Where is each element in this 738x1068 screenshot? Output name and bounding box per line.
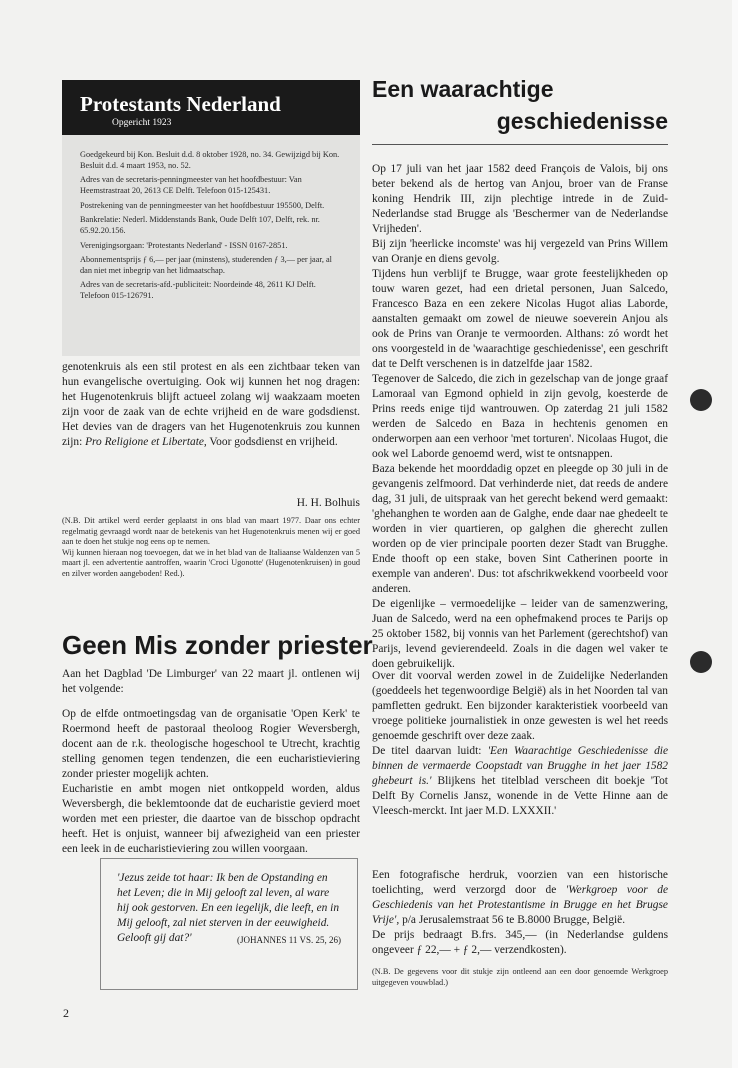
paragraph: Over dit voorval werden zowel in de Zuidelijke Nederlanden (goeddeels het tegenwoordige België) als in het Noorden tal van pamfletten gedrukt. Een bijzonder karakteristiek voorbeeld van vroege politieke journalistiek in onze gewesten is wel het reeds genoemde geschrift over deze zaak.	[372, 670, 668, 742]
body-text: Voor godsdienst en vrijheid.	[206, 436, 338, 448]
mis-intro	[62, 667, 360, 697]
info-line: Bankrelatie: Nederl. Middenstands Bank, Oude Delft 107, Delft, rek. nr. 65.92.20.156.	[80, 215, 320, 236]
punch-hole	[690, 651, 712, 673]
paragraph: De prijs bedraagt B.frs. 345,— (in Nederlandse guldens ongeveer ƒ 22,— + ƒ 2,— verzendkosten).	[372, 929, 668, 956]
society-subtitle: Opgericht 1923	[112, 118, 172, 128]
body-text: genotenkruis als een stil protest en als een zichtbaar teken van hun evangelische overtuiging. Ook wij kunnen het nog dragen: het Hugenotenkruis blijft actueel zolang wij waakzaam moeten zijn voor de zaak van de echte vrijheid en de ware godsdienst. Het devies van de dragers van het Hugenotenkruis zou kunnen zijn:	[62, 361, 360, 448]
paragraph: Tegenover de Salcedo, die zich in gezelschap van de jonge graaf Lamoraal van Egmond ophield in zijn gevolg, koesterde de Prins reeds enige tijd wantrouwen. Op zaterdag 21 juli 1582 werden de Salcedo en Baza in hechtenis genomen en onderworpen aan een verhoor 'met torturen'. Nicolaas Hugot, die ook wel Laborde genoemd werd, wist te ontsnappen.	[372, 373, 668, 460]
quote-last-line: Gelooft gij dat?'	[117, 932, 192, 944]
source-note	[372, 967, 668, 988]
book-title: 'Een Waarachtige Geschiedenisse die binnen de vermaerde Coopstadt van Brugghe in het jaer 1582 ghebeurt is.'	[372, 745, 669, 787]
article-body-part3	[372, 868, 668, 958]
article-body-part1	[372, 162, 668, 672]
note-text: Wij kunnen hieraan nog toevoegen, dat we in het blad van de Italiaanse Waldenzen van 5 maart jl. een advertentie aantroffen, waarin 'Croci Ugonotte' (Hugenotenkruisen) in goud en zilver worden aangeboden! Red.).	[62, 547, 360, 578]
article-headline-line2: geschiedenisse	[496, 108, 668, 134]
body-text: p/a Jerusalemstraat 56 te B.8000 Brugge, België.	[399, 914, 626, 926]
body-text: Een fotografische herdruk, voorzien van een historische toelichting, werd verzorgd door de	[372, 869, 668, 896]
article-body-part2	[372, 669, 668, 819]
paragraph: Baza bekende het moorddadig opzet en pleegde op 30 juli in de gevangenis zelfmoord. Dat verhinderde niet, dat reeds de andere dag, 31 juli, de uitspraak van het gerecht bekend werd gemaakt: 'ghehanghen te worden aan de Galghe, ende daar nae ghedeelt te worden in vier quartieren, op galghen die gherecht zullen worden op de vier principale poorten dezer Stadt van Brugghe. Ende thooft op een stake, boven Sint Catherinen poorte in exemple van anderen'. Dus: tot afschrikwekkend voorbeeld voor anderen.	[372, 463, 668, 595]
mis-body	[62, 707, 360, 857]
paragraph: De eigenlijke – vermoedelijke – leider van de samenzwering, Juan de Salcedo, werd na een ophefmakend proces te Parijs op 25 oktober 1582, bij vonnis van het Parlement (gerechtshof) van Parijs, levend gevierendeeld. Zoals in die dagen wel vaker te doen gebruikelijk.	[372, 598, 668, 670]
body-text: De titel daarvan luidt:	[372, 745, 488, 757]
info-line: Verenigingsorgaan: 'Protestants Nederland' - ISSN 0167-2851.	[80, 240, 288, 250]
editor-note	[62, 516, 360, 580]
info-line: Abonnementsprijs ƒ 6,— per jaar (minstens), studerenden ƒ 3,— per jaar, al dan niet met inbegrip van het lidmaatschap.	[80, 254, 332, 275]
punch-hole	[690, 389, 712, 411]
society-title: Protestants Nederland	[80, 92, 281, 116]
info-line: Postrekening van de penningmeester van het hoofdbestuur 195500, Delft.	[80, 200, 325, 210]
body-text: Blijkens het titelblad verscheen dit boekje 'Tot Delft By Cornelis Jansz, wonende in de Vette Hinne aan de Vleesch-merckt. Int jaer M.D. LXXXII.'	[372, 775, 668, 817]
page-number: 2	[63, 1006, 69, 1020]
workgroup-name: 'Werkgroep voor de Geschiedenis van het Protestantisme in Brugge en het Brugse Vrije',	[372, 884, 668, 926]
info-line: Adres van de secretaris-penningmeester van het hoofdbestuur: Van Heemstrastraat 20, 2613 CE Delft. Telefoon 015-125431.	[80, 175, 302, 196]
info-line: Goedgekeurd bij Kon. Besluit d.d. 8 oktober 1928, no. 34. Gewijzigd bij Kon. Besluit d.d. 4 maart 1953, no. 52.	[80, 150, 340, 170]
headline-rule	[372, 144, 668, 145]
motto: Pro Religione et Libertate,	[85, 436, 207, 448]
scan-edge	[732, 0, 738, 1068]
paragraph: Op de elfde ontmoetingsdag van de organisatie 'Open Kerk' te Roermond heeft de pastoraal theoloog Rogier Weversbergh, docent aan de r.k. theologische hogeschool te Utrecht, krachtig stelling genomen tegen tendenzen, die een eucharistieviering zonder priester mogelijk achten.	[62, 708, 360, 780]
note-text: (N.B. Dit artikel werd eerder geplaatst in ons blad van maart 1977. Daar ons echter regelmatig gevraagd wordt naar de betekenis van het Hugenotenkruis menen wij er goed aan te doen het stukje nog eens op te nemen.	[62, 516, 360, 547]
intro-text: Aan het Dagblad 'De Limburger' van 22 maart jl. ontlenen wij het volgende:	[62, 668, 360, 695]
paragraph: Eucharistie en ambt mogen niet ontkoppeld worden, aldus Weversbergh, die beklemtoonde dat de eucharistie gevierd moet worden met een priester, die daartoe van de bisschop opdracht heeft. Het is onjuist, wanneer bij afwezigheid van een priester een leek in de eucharistieviering zou willen voorgaan.	[62, 783, 360, 855]
hugenot-article-body	[62, 360, 360, 450]
paragraph: Tijdens hun verblijf te Brugge, waar grote feestelijkheden op touw waren gezet, had een drietal personen, Juan Salcedo, Francesco Baza en een zekere Nicolas Hugot alias Laborde, aanstalten gemaakt om zowel de nieuwe soeverein Anjou als ook de Prins van Oranje te vermoorden. Althans: zó wordt het ons voorgesteld in de 'waarachtige geschiedenisse', een geschrift dat te Delft verschenen is in datzelfde jaar 1582.	[372, 268, 668, 370]
society-banner	[62, 80, 360, 135]
article-headline-line1: Een waarachtige	[372, 76, 554, 102]
paragraph: Bij zijn 'heerlicke incomste' was hij vergezeld van Prins Willem van Oranje en diens gevolg.	[372, 238, 668, 265]
bible-quote-box	[100, 858, 358, 990]
author-signature: H. H. Bolhuis	[296, 497, 360, 509]
mis-headline: Geen Mis zonder priester	[62, 630, 373, 660]
quote-reference: (JOHANNES 11 VS. 25, 26)	[236, 935, 341, 945]
quote-text: 'Jezus zeide tot haar: Ik ben de Opstanding en het Leven; die in Mij gelooft zal leven, al ware hij ook gestorven. En een iegelijk, die leeft, en in Mij gelooft, zal niet sterven in der eeuwigheid.	[117, 872, 340, 929]
paragraph: Op 17 juli van het jaar 1582 deed François de Valois, bij ons beter bekend als de hertog van Anjou, broer van de Franse koning Hendrik III, zijn plechtige intrede in de Zuid-Nederlandse stad Brugge als 'Beschermer van de Nederlandse Vrijheden'.	[372, 163, 668, 235]
info-line: Adres van de secretaris-afd.-publiciteit: Noordeinde 48, 2611 KJ Delft. Telefoon 015-126791.	[80, 280, 316, 301]
society-info-box	[62, 135, 360, 356]
note-text: (N.B. De gegevens voor dit stukje zijn ontleend aan een door genoemde Werkgroep uitgegeven vouwblad.)	[372, 967, 668, 987]
